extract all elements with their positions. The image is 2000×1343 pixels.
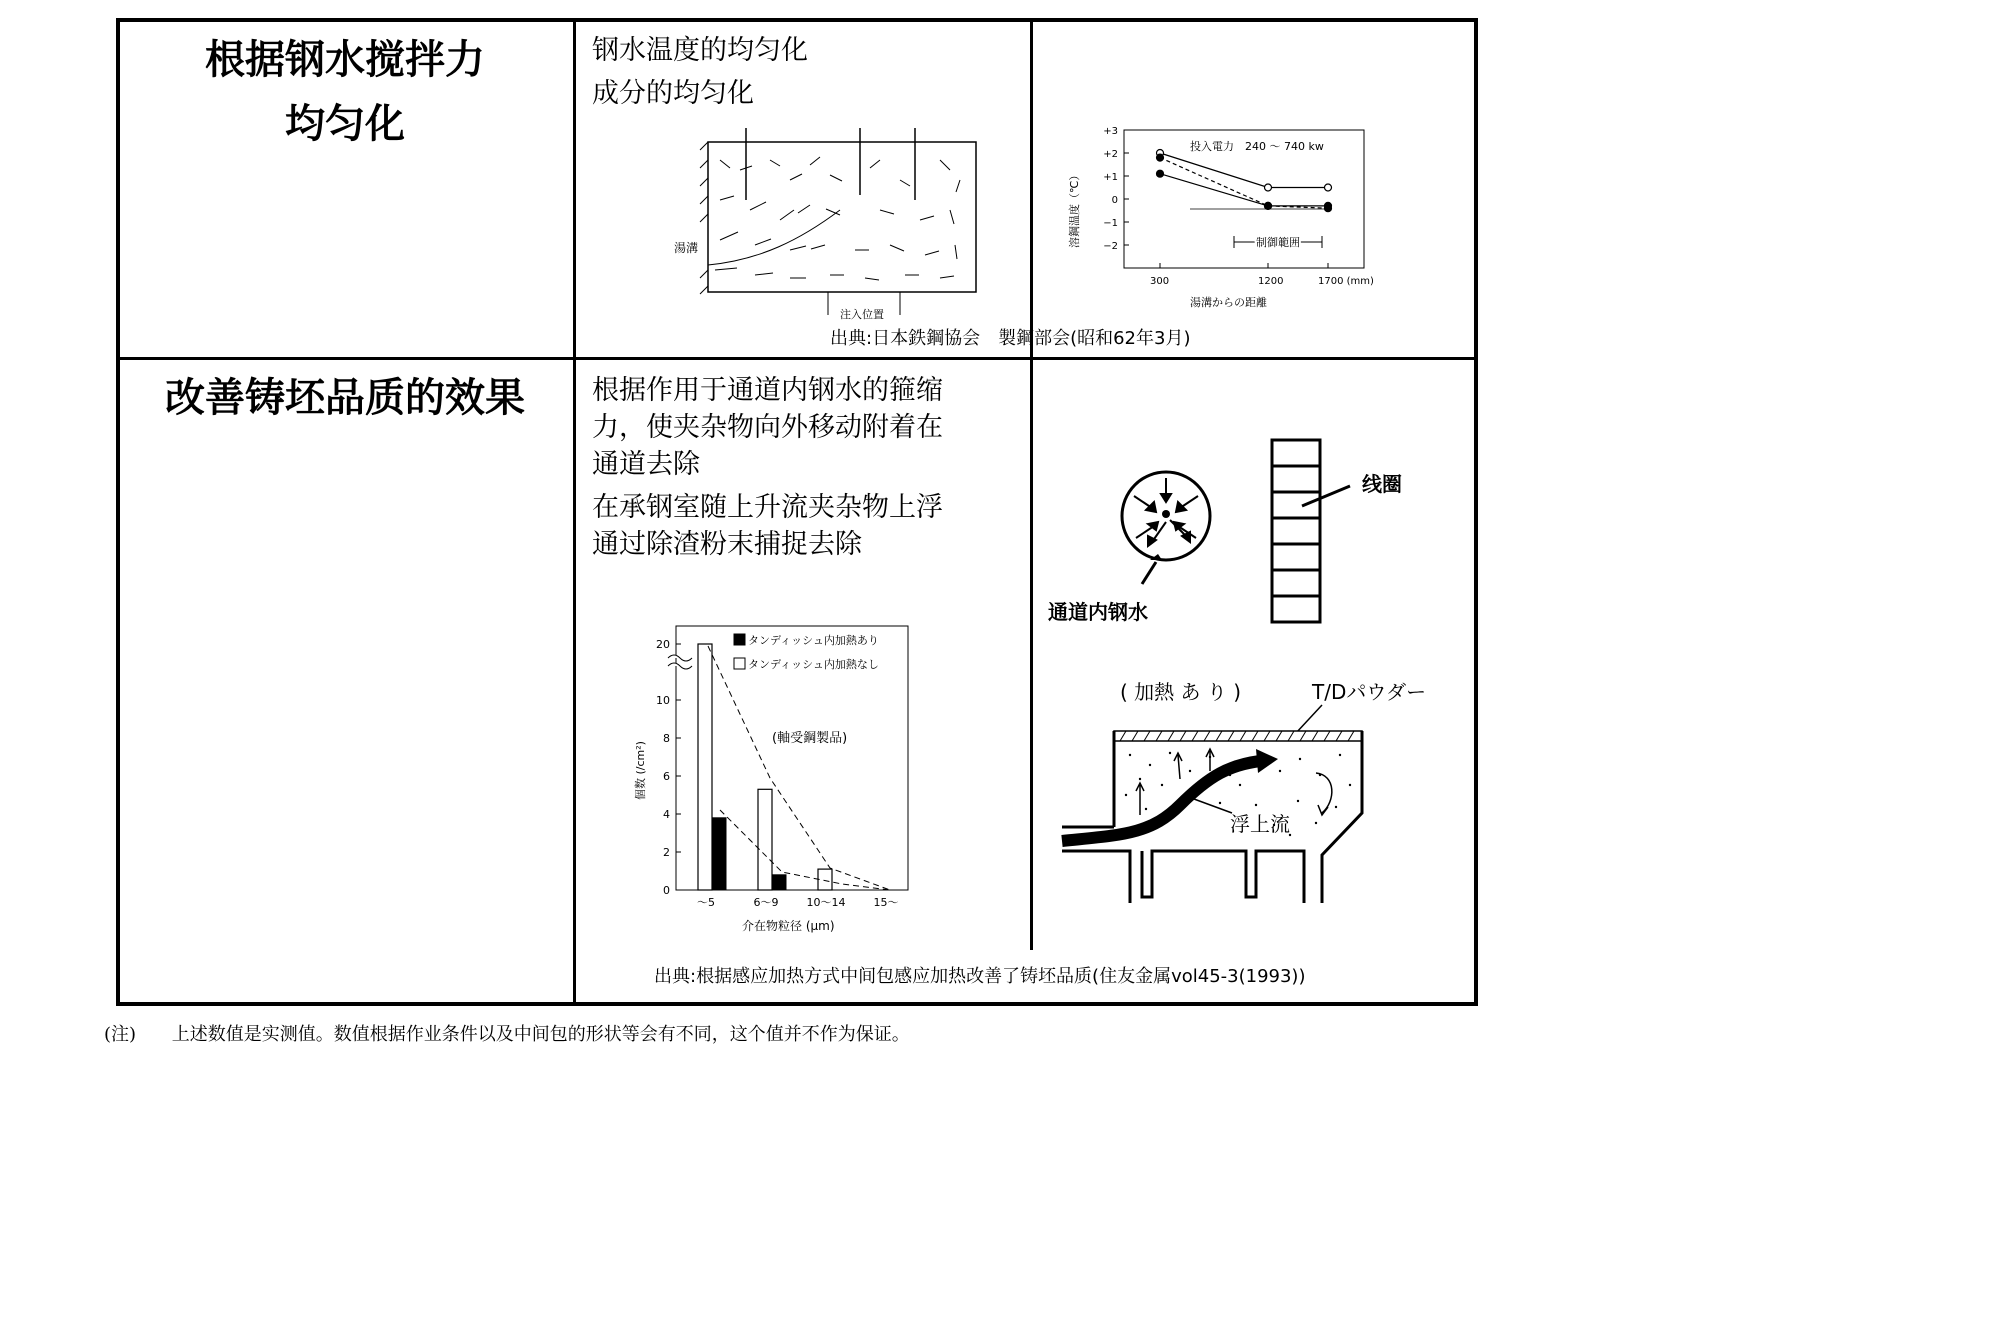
rising-flow-arrowhead [1256, 749, 1278, 773]
bar-with-heating [712, 818, 726, 890]
temperature-chart [1060, 120, 1420, 320]
bar-y-tick-label: 2 [663, 846, 670, 859]
column-divider-2-bottom [1030, 360, 1033, 950]
temp-y-tick-label: −2 [1103, 241, 1118, 252]
temp-chart-annotation: 制御範囲 [1256, 236, 1300, 249]
bar-x-tick-label: 10～14 [806, 896, 846, 909]
trend-line-without-heating [708, 646, 890, 890]
inclusion-bar-chart [620, 620, 920, 940]
row2-description [592, 372, 943, 563]
temp-chart-xlabel: 湯溝からの距離 [1190, 296, 1267, 309]
temp-data-point [1325, 184, 1332, 191]
bar-without-heating [818, 869, 832, 890]
coil-label: 线圈 [1362, 472, 1402, 496]
row1-heading-line2: 均匀化 [285, 101, 405, 147]
row2-source: 出典:根据感应加热方式中间包感应加热改善了铸坯品质(住友金属vol45-3(1993)) [654, 966, 1306, 987]
row2-desc-line: 在承钢室随上升流夹杂物上浮 [592, 492, 943, 523]
flow-fig-label-left: 湯溝 [674, 241, 699, 255]
row2-desc-line: 根据作用于通道内钢水的箍缩 [592, 375, 943, 406]
channel-steel-label: 通道内钢水 [1048, 600, 1148, 624]
flow-velocity-figure [660, 120, 990, 320]
flow-pointer-line [1194, 799, 1232, 813]
temp-x-tick-label: 300 [1150, 276, 1170, 287]
powder-pointer-line [1296, 705, 1322, 733]
row2-heading: 改善铸坯品质的效果 [165, 375, 525, 421]
row1-desc-line: 成分的均匀化 [592, 78, 754, 109]
temp-y-tick-label: +1 [1103, 172, 1118, 183]
legend-label-with-heating: タンディッシュ内加熱あり [748, 634, 879, 647]
row1-source: 出典:日本鉄鋼協会 製鋼部会(昭和62年3月) [830, 328, 1191, 349]
coil-stack [1272, 440, 1320, 622]
bar-y-tick-label: 4 [663, 808, 670, 821]
temp-data-point [1157, 154, 1164, 161]
temp-series-line [1160, 158, 1328, 209]
axis-break-mark [668, 655, 692, 669]
legend-swatch-with-heating [734, 634, 745, 645]
tundish-flow-figure [1060, 675, 1440, 905]
temp-y-tick-label: +3 [1103, 126, 1118, 137]
temp-data-point [1265, 184, 1272, 191]
channel-pointer-arrow [1142, 562, 1156, 584]
column-divider-1 [573, 20, 576, 1004]
bar-without-heating [698, 644, 712, 890]
bar-y-tick-label: 0 [663, 884, 670, 897]
row2-desc-line: 力，使夹杂物向外移动附着在 [592, 412, 943, 443]
tundish-powder-label: T/Dパウダー [1312, 680, 1427, 704]
row1-desc-line: 钢水温度的均匀化 [592, 35, 808, 66]
bar-y-tick-label: 20 [656, 638, 670, 651]
bar-with-heating [772, 875, 786, 890]
row1-heading [125, 34, 565, 150]
temp-chart-title: 投入電力 240 ～ 740 kw [1190, 140, 1324, 153]
bar-chart-annotation: (軸受鋼製品) [772, 731, 848, 746]
bar-x-tick-label: 6～9 [753, 896, 779, 909]
row2-desc-line: 通道去除 [592, 449, 700, 480]
legend-label-without-heating: タンディッシュ内加熱なし [748, 658, 879, 671]
footer-note-marker: (注) [104, 1024, 137, 1045]
tundish-heat-label: ( 加熱 あ り ) [1120, 680, 1242, 704]
row2-desc-line: 通过除渣粉末捕捉去除 [592, 529, 862, 560]
temp-x-tick-label: 1700 (mm) [1318, 276, 1374, 287]
temp-chart-ylabel: 溶鋼温度（℃） [1068, 169, 1081, 248]
inclusion-dot [1162, 510, 1170, 518]
legend-swatch-without-heating [734, 658, 745, 669]
bar-y-tick-label: 6 [663, 770, 670, 783]
trend-line-with-heating [720, 810, 890, 890]
temp-y-tick-label: 0 [1111, 195, 1118, 206]
footer-note [104, 1020, 910, 1046]
temp-series-line [1160, 153, 1328, 188]
temp-data-point [1157, 170, 1164, 177]
temp-series-line [1160, 174, 1328, 206]
bar-y-tick-label: 10 [656, 694, 670, 707]
rising-flow-label: 浮上流 [1230, 812, 1290, 836]
temp-y-tick-label: −1 [1103, 218, 1118, 229]
bar-chart-xlabel: 介在物粒径 (μm) [742, 919, 835, 933]
bar-without-heating [758, 789, 772, 890]
temp-data-point [1265, 202, 1272, 209]
temp-x-tick-label: 1200 [1258, 276, 1284, 287]
upward-flow-arrows [1136, 749, 1332, 815]
row1-description [592, 32, 808, 112]
temp-y-tick-label: +2 [1103, 149, 1118, 160]
bar-x-tick-label: 15～ [873, 896, 899, 909]
row-divider [118, 357, 1476, 360]
column-divider-2-top [1030, 20, 1033, 360]
row1-heading-line1: 根据钢水搅拌力 [205, 37, 485, 83]
bar-y-tick-label: 8 [663, 732, 670, 745]
bar-x-tick-label: ～5 [697, 896, 715, 909]
bar-chart-ylabel: 個数 (/cm²) [634, 741, 647, 800]
temp-data-point [1325, 202, 1332, 209]
footer-note-text: 上述数值是实测值。数值根据作业条件以及中间包的形状等会有不同，这个值并不作为保证。 [171, 1024, 910, 1045]
flow-fig-label-bottom: 注入位置 [840, 308, 884, 320]
